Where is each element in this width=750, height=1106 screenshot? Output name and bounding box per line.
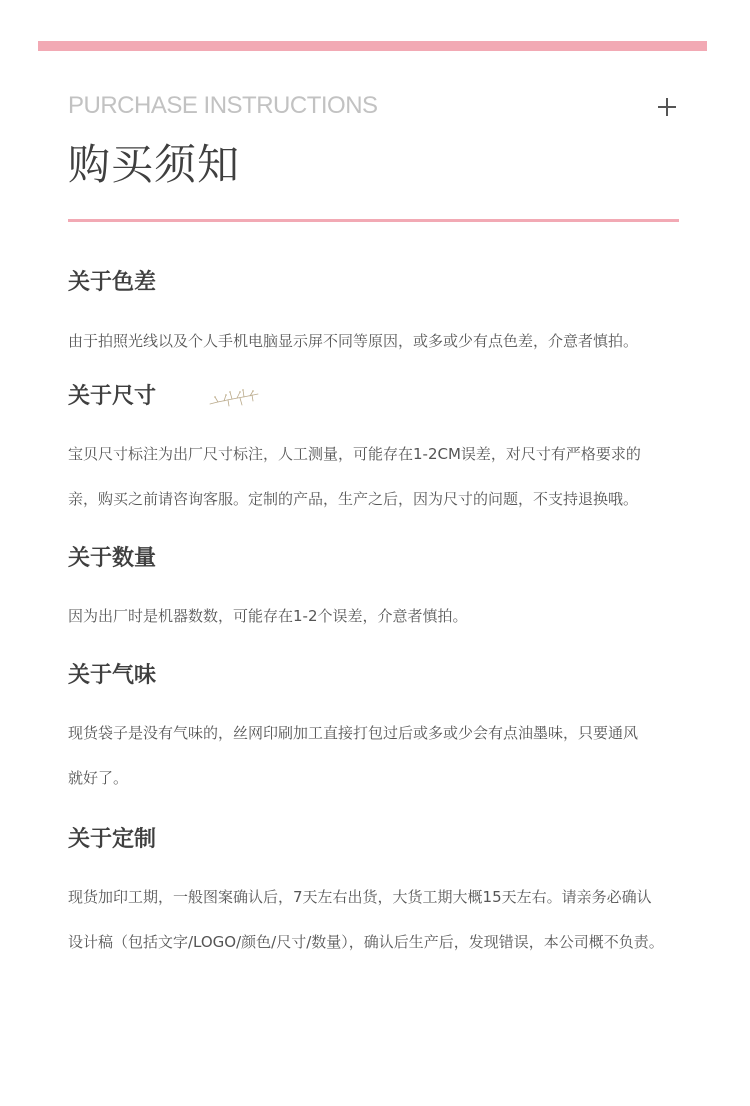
section-heading: 关于数量 — [68, 546, 157, 571]
section-text-line: 就好了。 — [68, 769, 129, 787]
section-smell — [68, 661, 718, 801]
leaf-sprig-icon — [206, 384, 262, 412]
section-text-line: 设计稿（包括文字/LOGO/颜色/尺寸/数量），确认后生产后，发现错误，本公司概不负责。 — [68, 933, 664, 951]
section-text-line: 现货袋子是没有气味的，丝网印刷加工直接打包过后或多或少会有点油墨味，只要通风 — [68, 724, 639, 742]
section-heading: 关于定制 — [68, 827, 157, 852]
section-size — [68, 382, 718, 522]
section-text-line: 因为出厂时是机器数数，可能存在1-2个误差，介意者慎拍。 — [68, 607, 468, 625]
section-customization — [68, 825, 718, 965]
top-accent-bar — [38, 41, 707, 51]
plus-icon[interactable] — [656, 96, 678, 118]
section-heading: 关于色差 — [68, 270, 157, 295]
page-subtitle-en: PURCHASE INSTRUCTIONS — [68, 92, 378, 119]
page-title: 购买须知 — [68, 140, 241, 189]
section-color-difference — [68, 268, 718, 364]
section-text-line: 亲，购买之前请咨询客服。定制的产品，生产之后，因为尺寸的问题，不支持退换哦。 — [68, 490, 639, 508]
section-heading: 关于尺寸 — [68, 384, 157, 409]
title-divider — [68, 219, 679, 222]
section-quantity — [68, 544, 718, 639]
section-text-line: 由于拍照光线以及个人手机电脑显示屏不同等原因，或多或少有点色差，介意者慎拍。 — [68, 332, 639, 350]
section-text-line: 现货加印工期，一般图案确认后，7天左右出货，大货工期大概15天左右。请亲务必确认 — [68, 888, 652, 906]
section-heading: 关于气味 — [68, 663, 157, 688]
section-text-line: 宝贝尺寸标注为出厂尺寸标注，人工测量，可能存在1-2CM误差，对尺寸有严格要求的 — [68, 445, 641, 463]
